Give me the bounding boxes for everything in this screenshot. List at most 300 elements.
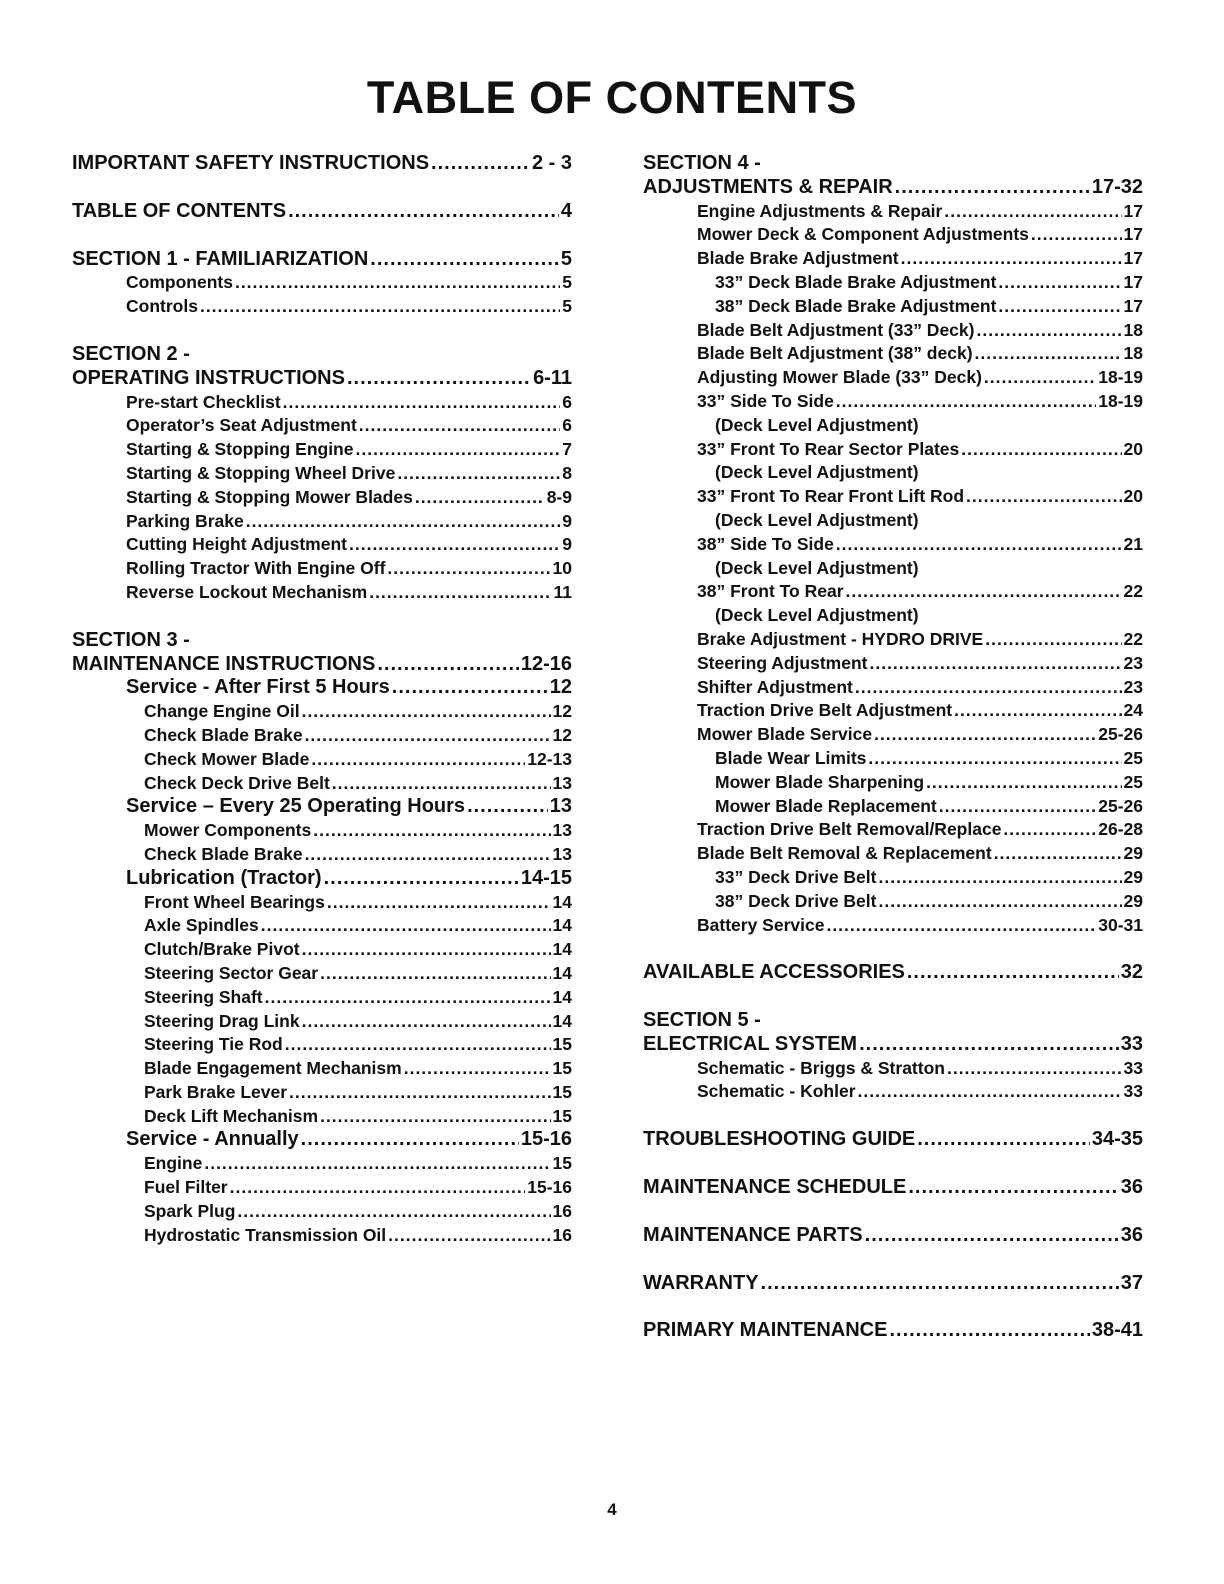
toc-entry[interactable] (643, 223, 1143, 247)
toc-entry-page: 25 (1123, 771, 1143, 792)
toc-entry-label: Axle Spindles (144, 915, 259, 936)
toc-entry-page: 17 (1123, 271, 1143, 292)
toc-section-heading: SECTION 2 - (72, 342, 190, 365)
toc-entry[interactable] (72, 867, 572, 891)
dot-leader (1031, 223, 1122, 247)
dot-leader (944, 200, 1121, 224)
dot-leader (836, 533, 1122, 557)
toc-entry-label: 33” Side To Side (697, 390, 834, 411)
toc-entry-page: 14 (552, 1010, 572, 1031)
toc-entry[interactable] (72, 676, 572, 700)
toc-entry[interactable] (643, 1128, 1143, 1152)
toc-entry-label: Blade Wear Limits (715, 747, 867, 768)
toc-entry-page: 37 (1120, 1271, 1143, 1294)
toc-entry-label: Steering Sector Gear (144, 962, 319, 983)
toc-entry-page: 21 (1123, 533, 1143, 554)
dot-leader (869, 652, 1121, 676)
dot-leader (836, 390, 1096, 414)
toc-entry-label: Blade Brake Adjustment (697, 248, 899, 269)
dot-leader (415, 486, 545, 510)
toc-entry-label: Deck Lift Mechanism (144, 1105, 319, 1126)
toc-entry-label: 33” Deck Drive Belt (715, 866, 877, 887)
toc-entry-label: Cutting Height Adjustment (126, 534, 347, 555)
dot-leader (305, 724, 551, 748)
toc-entry[interactable] (72, 152, 572, 176)
section-gap (643, 1248, 1143, 1272)
toc-entry-page: 24 (1123, 700, 1143, 721)
toc-entry-page: 14-15 (520, 866, 572, 889)
toc-entry[interactable] (72, 295, 572, 319)
toc-entry-label: Traction Drive Belt Removal/Replace (697, 819, 1002, 840)
section-gap (72, 224, 572, 248)
toc-entry[interactable] (643, 438, 1143, 462)
toc-entry-page: 12-13 (527, 748, 572, 769)
toc-entry[interactable] (72, 795, 572, 819)
toc-entry[interactable] (72, 724, 572, 748)
toc-entry-label: 38” Deck Blade Brake Adjustment (715, 295, 997, 316)
toc-entry-page: 14 (552, 986, 572, 1007)
toc-entry-label: Change Engine Oil (144, 701, 300, 722)
dot-leader (388, 1224, 550, 1248)
dot-leader (347, 367, 531, 391)
dot-leader (302, 1010, 551, 1034)
toc-entry-label: Operator’s Seat Adjustment (126, 415, 357, 436)
dot-leader (858, 1080, 1122, 1104)
toc-entry[interactable] (643, 818, 1143, 842)
toc-entry[interactable] (643, 366, 1143, 390)
toc-entry-label: Check Blade Brake (144, 724, 303, 745)
dot-leader (865, 1224, 1119, 1248)
dot-leader (901, 247, 1122, 271)
dot-leader (237, 1200, 550, 1224)
toc-entry-label: ADJUSTMENTS & REPAIR (643, 175, 893, 198)
page-title: TABLE OF CONTENTS (366, 72, 858, 123)
toc-entry-page: 29 (1123, 866, 1143, 887)
toc-entry-page: 12 (552, 724, 572, 745)
toc-entry-page: 9 (562, 510, 572, 531)
section-gap (643, 985, 1143, 1009)
toc-entry-label: Service - After First 5 Hours (126, 676, 390, 699)
toc-entry-label: Blade Belt Removal & Replacement (697, 843, 992, 864)
toc-entry-label: Rolling Tractor With Engine Off (126, 558, 386, 579)
section-gap (643, 1295, 1143, 1319)
toc-entry[interactable] (643, 342, 1143, 366)
toc-left-column (72, 152, 572, 1247)
toc-note: (Deck Level Adjustment) (715, 414, 919, 435)
dot-leader (895, 176, 1090, 200)
toc-entry-label: Front Wheel Bearings (144, 891, 325, 912)
toc-entry[interactable] (72, 1105, 572, 1129)
toc-entry[interactable] (72, 1128, 572, 1152)
toc-entry-page: 6 (562, 391, 572, 412)
toc-entry-page: 34-35 (1091, 1128, 1143, 1151)
toc-entry-page: 22 (1123, 628, 1143, 649)
toc-entry-label: 38” Side To Side (697, 533, 834, 554)
toc-entry-label: WARRANTY (643, 1271, 759, 1294)
toc-entry[interactable] (643, 319, 1143, 343)
toc-entry-label: Starting & Stopping Wheel Drive (126, 462, 396, 483)
toc-entry-label: AVAILABLE ACCESSORIES (643, 961, 905, 984)
dot-leader (369, 581, 551, 605)
dot-leader (846, 580, 1122, 604)
toc-entry-page: 22 (1123, 581, 1143, 602)
dot-leader (392, 676, 548, 700)
toc-entry[interactable] (643, 247, 1143, 271)
toc-entry-page: 12-16 (520, 652, 572, 675)
dot-leader (826, 914, 1096, 938)
toc-note: (Deck Level Adjustment) (715, 605, 919, 626)
toc-entry[interactable] (643, 1224, 1143, 1248)
toc-entry-page: 15 (552, 1058, 572, 1079)
toc-entry[interactable] (643, 699, 1143, 723)
toc-entry[interactable] (643, 1176, 1143, 1200)
dot-leader (431, 152, 530, 176)
toc-section-heading: SECTION 5 - (643, 1009, 761, 1032)
toc-entry-label: MAINTENANCE PARTS (643, 1223, 863, 1246)
dot-leader (288, 200, 559, 224)
toc-entry-page: 5 (562, 272, 572, 293)
toc-entry-page: 36 (1120, 1176, 1143, 1199)
toc-entry[interactable] (643, 747, 1143, 771)
toc-section-heading: SECTION 3 - (72, 628, 190, 651)
dot-leader (868, 747, 1121, 771)
toc-entry-page: 12 (549, 676, 572, 699)
toc-entry-page: 6-11 (533, 366, 572, 389)
toc-entry-page: 36 (1120, 1223, 1143, 1246)
dot-leader (327, 891, 551, 915)
toc-entry-label: Parking Brake (126, 510, 244, 531)
toc-entry-page: 20 (1123, 438, 1143, 459)
toc-entry-label: Steering Adjustment (697, 652, 868, 673)
toc-note: (Deck Level Adjustment) (715, 462, 919, 483)
section-gap (643, 1152, 1143, 1176)
toc-entry-label: Steering Drag Link (144, 1010, 300, 1031)
toc-entry[interactable] (643, 652, 1143, 676)
toc-entry[interactable] (72, 819, 572, 843)
toc-entry[interactable] (643, 628, 1143, 652)
toc-entry-page: 15 (552, 1153, 572, 1174)
toc-entry-label: Check Blade Brake (144, 843, 303, 864)
dot-leader (926, 771, 1121, 795)
toc-entry-label: Schematic - Kohler (697, 1081, 856, 1102)
toc-entry[interactable] (643, 890, 1143, 914)
toc-entry[interactable] (72, 1224, 572, 1248)
section-gap (643, 1200, 1143, 1224)
toc-entry-page: 8-9 (546, 486, 572, 507)
toc-entry[interactable] (643, 390, 1143, 414)
toc-entry-page: 18 (1123, 343, 1143, 364)
dot-leader (283, 391, 561, 415)
dot-leader (204, 1152, 550, 1176)
toc-entry[interactable] (72, 1081, 572, 1105)
toc-entry-page: 8 (562, 462, 572, 483)
toc-entry[interactable] (72, 271, 572, 295)
toc-entry-label: Shifter Adjustment (697, 676, 853, 697)
toc-entry-label: TROUBLESHOOTING GUIDE (643, 1128, 916, 1151)
toc-entry-page: 18 (1123, 319, 1143, 340)
toc-entry[interactable] (643, 914, 1143, 938)
toc-entry-page: 13 (549, 795, 572, 818)
dot-leader (370, 248, 559, 272)
toc-entry-label: Mower Deck & Component Adjustments (697, 224, 1029, 245)
toc-entry-label: ELECTRICAL SYSTEM (643, 1032, 858, 1055)
toc-entry-page: 6 (562, 415, 572, 436)
toc-entry[interactable] (72, 581, 572, 605)
toc-entry[interactable] (72, 367, 572, 391)
toc-entry[interactable] (72, 843, 572, 867)
dot-leader (289, 1081, 551, 1105)
toc-entry-page: 17 (1123, 248, 1143, 269)
toc-entry-label: Blade Belt Adjustment (33” Deck) (697, 319, 975, 340)
toc-entry-page: 32 (1120, 961, 1143, 984)
toc-entry-label: Traction Drive Belt Adjustment (697, 700, 953, 721)
toc-entry-page: 5 (562, 296, 572, 317)
dot-leader (387, 557, 550, 581)
toc-entry-label: Blade Engagement Mechanism (144, 1058, 402, 1079)
toc-entry[interactable] (72, 891, 572, 915)
toc-entry[interactable] (643, 1033, 1143, 1057)
dot-leader (985, 628, 1121, 652)
toc-entry-label: 33” Front To Rear Front Lift Rod (697, 486, 965, 507)
toc-entry[interactable] (72, 1176, 572, 1200)
toc-entry[interactable] (72, 653, 572, 677)
toc-entry-page: 13 (552, 820, 572, 841)
toc-entry-page: 29 (1123, 843, 1143, 864)
toc-entry[interactable] (72, 700, 572, 724)
dot-leader (377, 653, 519, 677)
toc-entry[interactable] (72, 200, 572, 224)
toc-entry-page: 17 (1123, 295, 1143, 316)
dot-leader (397, 462, 560, 486)
dot-leader (947, 1057, 1122, 1081)
toc-entry-page: 26-28 (1098, 819, 1143, 840)
toc-entry[interactable] (72, 986, 572, 1010)
toc-entry-label: Lubrication (Tractor) (126, 866, 322, 889)
dot-leader (265, 986, 551, 1010)
toc-entry[interactable] (72, 914, 572, 938)
toc-entry[interactable] (72, 438, 572, 462)
toc-entry-page: 15-16 (527, 1177, 572, 1198)
toc-entry-label: Pre-start Checklist (126, 391, 281, 412)
toc-entry-label: Check Mower Blade (144, 748, 310, 769)
dot-leader (324, 867, 519, 891)
toc-entry[interactable] (72, 938, 572, 962)
toc-entry[interactable] (72, 1152, 572, 1176)
dot-leader (332, 772, 551, 796)
toc-entry-label: Engine (144, 1153, 203, 1174)
toc-entry-label: Steering Tie Rod (144, 1034, 283, 1055)
toc-entry[interactable] (643, 866, 1143, 890)
toc-entry-label: Clutch/Brake Pivot (144, 939, 300, 960)
toc-entry-page: 25-26 (1098, 724, 1143, 745)
toc-entry-page: 16 (552, 1200, 572, 1221)
dot-leader (966, 485, 1122, 509)
toc-entry-label: SECTION 1 - FAMILIARIZATION (72, 247, 369, 270)
toc-entry[interactable] (643, 485, 1143, 509)
dot-leader (285, 1033, 551, 1057)
toc-entry[interactable] (643, 200, 1143, 224)
toc-entry-label: PRIMARY MAINTENANCE (643, 1319, 888, 1342)
toc-entry-page: 14 (552, 962, 572, 983)
toc-entry-label: Schematic - Briggs & Stratton (697, 1057, 945, 1078)
toc-entry[interactable] (643, 295, 1143, 319)
toc-entry-label: Service - Annually (126, 1128, 299, 1151)
toc-entry-label: MAINTENANCE SCHEDULE (643, 1176, 907, 1199)
toc-entry-label: Starting & Stopping Mower Blades (126, 486, 413, 507)
toc-entry-page: 17-32 (1091, 175, 1143, 198)
toc-entry[interactable] (72, 1010, 572, 1034)
toc-entry[interactable] (72, 748, 572, 772)
toc-entry-page: 29 (1123, 890, 1143, 911)
dot-leader (302, 938, 551, 962)
toc-entry-page: 15 (552, 1034, 572, 1055)
dot-leader (976, 319, 1121, 343)
dot-leader (404, 1057, 551, 1081)
toc-entry-page: 14 (552, 939, 572, 960)
toc-entry-page: 18-19 (1098, 390, 1143, 411)
toc-entry-page: 13 (552, 843, 572, 864)
toc-entry-page: 11 (553, 581, 572, 602)
dot-leader (1003, 818, 1096, 842)
toc-entry-page: 16 (552, 1224, 572, 1245)
toc-entry[interactable] (72, 772, 572, 796)
dot-leader (467, 795, 548, 819)
toc-entry-label: Starting & Stopping Engine (126, 439, 354, 460)
toc-note: (Deck Level Adjustment) (715, 557, 919, 578)
dot-leader (975, 342, 1122, 366)
dot-leader (855, 676, 1122, 700)
dot-leader (301, 1128, 519, 1152)
toc-entry[interactable] (72, 1057, 572, 1081)
toc-entry-label: Steering Shaft (144, 986, 263, 1007)
toc-entry-page: 17 (1123, 200, 1143, 221)
toc-entry-page: 33 (1123, 1057, 1143, 1078)
toc-entry-page: 23 (1123, 652, 1143, 673)
toc-entry[interactable] (643, 1319, 1143, 1343)
toc-entry[interactable] (72, 1200, 572, 1224)
toc-entry-page: 12 (552, 701, 572, 722)
toc-entry-page: 15-16 (520, 1128, 572, 1151)
toc-entry[interactable] (72, 510, 572, 534)
toc-entry[interactable] (72, 1033, 572, 1057)
dot-leader (246, 510, 561, 534)
dot-leader (320, 962, 550, 986)
dot-leader (200, 295, 560, 319)
dot-leader (878, 890, 1121, 914)
toc-entry[interactable] (643, 533, 1143, 557)
dot-leader (998, 295, 1121, 319)
dot-leader (355, 438, 560, 462)
toc-entry[interactable] (643, 723, 1143, 747)
dot-leader (859, 1033, 1119, 1057)
toc-entry-label: OPERATING INSTRUCTIONS (72, 366, 345, 389)
toc-entry-label: Adjusting Mower Blade (33” Deck) (697, 367, 982, 388)
dot-leader (313, 819, 550, 843)
toc-entry-page: 38-41 (1091, 1319, 1143, 1342)
dot-leader (984, 366, 1096, 390)
dot-leader (230, 1176, 526, 1200)
dot-leader (261, 914, 551, 938)
toc-entry[interactable] (72, 248, 572, 272)
toc-entry[interactable] (643, 271, 1143, 295)
toc-entry-page: 5 (560, 247, 572, 270)
toc-entry[interactable] (643, 771, 1143, 795)
section-gap (72, 319, 572, 343)
toc-entry-page: 20 (1123, 486, 1143, 507)
toc-entry[interactable] (72, 533, 572, 557)
toc-entry-label: Brake Adjustment - HYDRO DRIVE (697, 628, 984, 649)
dot-leader (961, 438, 1121, 462)
dot-leader (311, 748, 525, 772)
toc-entry[interactable] (643, 676, 1143, 700)
toc-entry-page: 30-31 (1098, 914, 1143, 935)
toc-entry-page: 13 (552, 772, 572, 793)
page-number: 4 (607, 1500, 617, 1519)
toc-entry-page: 15 (552, 1081, 572, 1102)
toc-entry[interactable] (643, 580, 1143, 604)
toc-entry[interactable] (72, 557, 572, 581)
toc-entry-label: 38” Deck Drive Belt (715, 890, 877, 911)
toc-entry-label: Components (126, 272, 233, 293)
section-gap (72, 605, 572, 629)
toc-entry-label: Reverse Lockout Mechanism (126, 581, 368, 602)
section-gap (643, 937, 1143, 961)
toc-entry-page: 2 - 3 (531, 152, 572, 174)
dot-leader (302, 700, 551, 724)
toc-entry-page: 33 (1120, 1032, 1143, 1055)
toc-entry-label: Park Brake Lever (144, 1081, 288, 1102)
dot-leader (235, 271, 560, 295)
toc-entry[interactable] (72, 391, 572, 415)
toc-entry-label: Hydrostatic Transmission Oil (144, 1224, 387, 1245)
toc-entry[interactable] (643, 176, 1143, 200)
dot-leader (907, 961, 1119, 985)
toc-entry[interactable] (643, 1057, 1143, 1081)
toc-entry-label: MAINTENANCE INSTRUCTIONS (72, 652, 376, 675)
dot-leader (320, 1105, 550, 1129)
dot-leader (305, 843, 551, 867)
toc-entry-page: 7 (562, 439, 572, 460)
toc-entry-label: Mower Blade Service (697, 724, 873, 745)
toc-entry-page: 23 (1123, 676, 1143, 697)
toc-entry-label: Controls (126, 296, 198, 317)
toc-entry-label: Service – Every 25 Operating Hours (126, 795, 466, 818)
toc-entry-page: 14 (552, 915, 572, 936)
toc-entry[interactable] (643, 1272, 1143, 1296)
toc-entry-page: 4 (560, 199, 572, 222)
dot-leader (761, 1272, 1119, 1296)
toc-note: (Deck Level Adjustment) (715, 509, 919, 530)
toc-entry[interactable] (643, 842, 1143, 866)
toc-entry[interactable] (72, 962, 572, 986)
toc-entry[interactable] (643, 795, 1143, 819)
toc-entry[interactable] (72, 462, 572, 486)
toc-entry[interactable] (643, 961, 1143, 985)
section-gap (72, 176, 572, 200)
toc-entry[interactable] (643, 1080, 1143, 1104)
toc-entry[interactable] (72, 414, 572, 438)
toc-entry-page: 10 (552, 558, 572, 579)
toc-entry-page: 15 (552, 1105, 572, 1126)
dot-leader (359, 414, 560, 438)
dot-leader (939, 795, 1097, 819)
toc-entry-page: 18-19 (1098, 367, 1143, 388)
toc-entry[interactable] (72, 486, 572, 510)
dot-leader (349, 533, 560, 557)
toc-entry-page: 17 (1123, 224, 1143, 245)
toc-entry-page: 9 (562, 534, 572, 555)
toc-entry-label: Mower Blade Replacement (715, 795, 937, 816)
